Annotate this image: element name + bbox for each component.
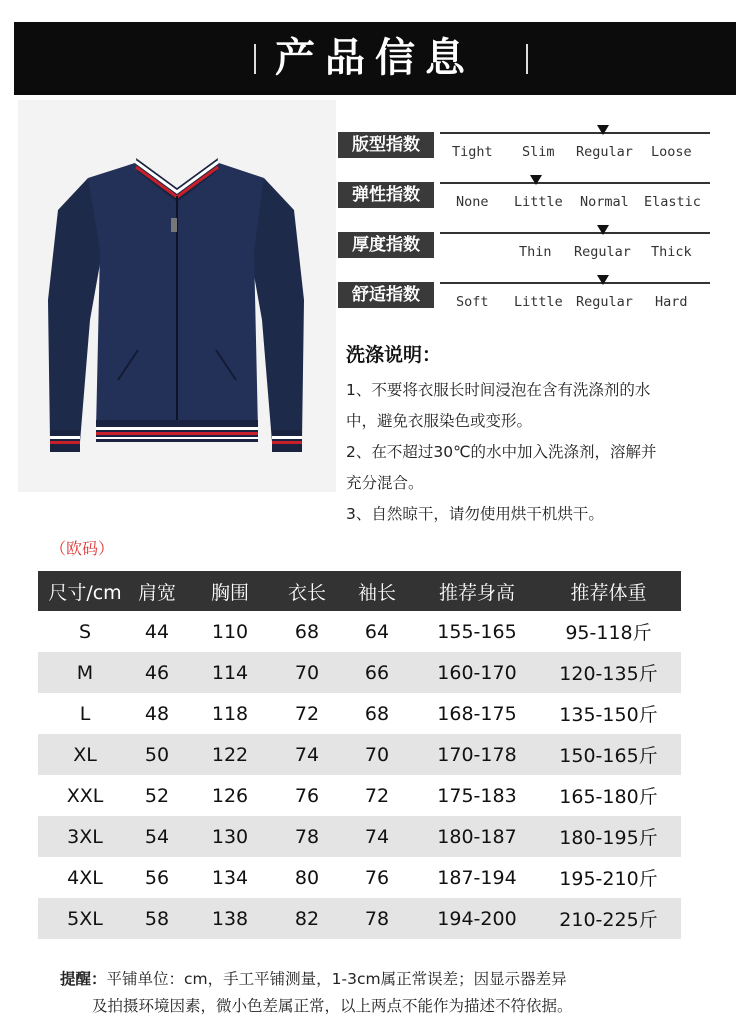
table-cell: 44 [144,620,170,643]
product-photo [18,100,336,492]
table-cell: 210-225斤 [536,898,681,939]
size-cell: 4XL [67,866,103,889]
attribute-scale-line [440,182,710,184]
column-header: 推荐身高 [418,571,536,611]
size-table [38,571,681,939]
attribute-option: Loose [651,144,692,160]
table-cell: 46 [132,652,182,693]
table-cell: 52 [144,784,170,807]
column-header: 衣长 [278,571,336,611]
column-header: 肩宽 [132,571,182,611]
table-row [38,816,681,857]
fit-attributes [338,128,718,328]
attribute-option: Thin [519,244,552,260]
attribute-thickness [338,228,718,278]
table-cell: 72 [364,784,390,807]
table-cell: 78 [336,898,418,939]
attribute-option: Soft [456,294,489,310]
table-cell: 135-150斤 [559,704,658,726]
washing-line: 中，避免衣服染色或变形。 [346,412,533,430]
washing-instructions [346,340,726,530]
attribute-label: 舒适指数 [338,282,434,308]
table-cell: 170-178 [418,734,536,775]
table-cell: 165-180斤 [559,786,658,808]
attribute-option: Slim [522,144,555,160]
size-cell: XL [38,734,132,775]
table-row [38,857,681,898]
table-row [38,652,681,693]
selected-marker-icon [597,225,609,235]
table-cell: 120-135斤 [536,652,681,693]
table-cell: 54 [132,816,182,857]
attribute-label: 版型指数 [338,132,434,158]
attribute-elasticity [338,178,718,228]
table-cell: 180-195斤 [536,816,681,857]
table-cell: 76 [364,866,390,889]
washing-line: 1、不要将衣服长时间浸泡在含有洗涤剂的水 [346,381,651,399]
table-cell: 175-183 [437,784,517,807]
table-cell: 68 [364,702,390,725]
table-cell: 70 [278,652,336,693]
table-cell: 68 [294,620,320,643]
attribute-option: Hard [655,294,688,310]
table-cell: 56 [144,866,170,889]
column-header: 推荐体重 [536,571,681,611]
table-cell: 50 [132,734,182,775]
table-cell: 58 [132,898,182,939]
table-cell: 74 [336,816,418,857]
note-lead: 提醒： [60,970,107,988]
attribute-option: Regular [574,244,631,260]
attribute-scale-line [440,132,710,134]
product-info-header [14,22,736,95]
table-row [38,693,681,734]
attribute-option: Little [514,194,563,210]
column-header: 胸围 [182,571,278,611]
table-cell: 160-170 [418,652,536,693]
washing-line: 3、自然晾干，请勿使用烘干机烘干。 [346,505,604,523]
table-cell: 70 [336,734,418,775]
attribute-scale-line [440,232,710,234]
attribute-option: Tight [452,144,493,160]
measurement-note [60,966,700,1020]
selected-marker-icon [530,175,542,185]
table-cell: 66 [336,652,418,693]
selected-marker-icon [597,125,609,135]
size-cell: 5XL [38,898,132,939]
attribute-fit [338,128,718,178]
table-cell: 110 [211,620,249,643]
size-cell: XXL [66,784,104,807]
table-cell: 78 [278,816,336,857]
note-text: 平铺单位：cm，手工平铺测量，1-3cm属正常误差；因显示器差异 [106,970,567,988]
size-cell: M [38,652,132,693]
selected-marker-icon [597,275,609,285]
eu-size-note: （欧码） [50,539,115,558]
table-cell: 74 [278,734,336,775]
table-cell: 48 [144,702,170,725]
washing-line: 2、在不超过30℃的水中加入洗涤剂，溶解并 [346,443,657,461]
table-cell: 114 [182,652,278,693]
attribute-option: Normal [580,194,629,210]
attribute-option: Elastic [644,194,701,210]
attribute-option: Thick [651,244,692,260]
table-cell: 180-187 [418,816,536,857]
table-cell: 134 [211,866,249,889]
page-title: 产品信息 [275,35,475,81]
washing-line: 充分混合。 [346,474,424,492]
table-cell: 155-165 [437,620,517,643]
table-cell: 194-200 [418,898,536,939]
table-row [38,734,681,775]
table-row [38,611,681,652]
table-cell: 187-194 [437,866,517,889]
table-cell: 64 [364,620,390,643]
table-cell: 195-210斤 [559,868,658,890]
table-cell: 76 [294,784,320,807]
attribute-scale-line [440,282,710,284]
table-cell: 118 [211,702,249,725]
note-line-1 [60,966,700,993]
jacket-image [18,100,336,492]
table-row [38,775,681,816]
size-table-header [38,571,681,611]
attribute-label: 弹性指数 [338,182,434,208]
table-cell: 82 [278,898,336,939]
washing-title: 洗涤说明： [346,344,442,366]
table-cell: 138 [182,898,278,939]
table-cell: 150-165斤 [536,734,681,775]
table-cell: 130 [182,816,278,857]
attribute-label: 厚度指数 [338,232,434,258]
size-cell: S [78,620,92,643]
column-header: 袖长 [336,571,418,611]
table-cell: 122 [182,734,278,775]
attribute-comfort [338,278,718,328]
table-cell: 95-118斤 [565,622,652,644]
table-cell: 168-175 [437,702,517,725]
table-cell: 72 [294,702,320,725]
attribute-option: Regular [576,294,633,310]
size-cell: L [79,702,91,725]
size-cell: 3XL [38,816,132,857]
table-cell: 80 [294,866,320,889]
attribute-option: None [456,194,489,210]
attribute-option: Little [514,294,563,310]
note-text: 及拍摄环境因素，微小色差属正常，以上两点不能作为描述不符依据。 [92,997,573,1015]
table-cell: 126 [211,784,249,807]
attribute-option: Regular [576,144,633,160]
column-header: 尺寸/cm [38,571,132,611]
table-row [38,898,681,939]
